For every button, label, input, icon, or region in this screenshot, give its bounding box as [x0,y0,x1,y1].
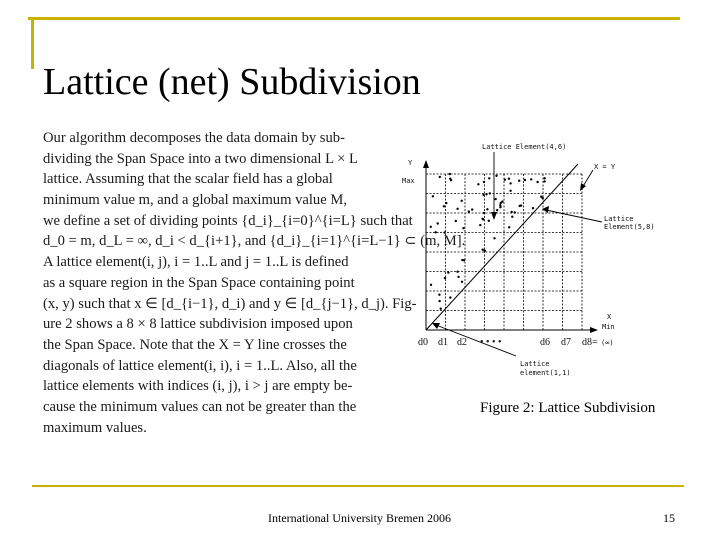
body-line: d_0 = m, d_L = ∞, d_i < d_{i+1}, and {d_i}_{i=1}^{i=L−1} ⊂ (m, M]. [43,233,466,250]
scatter-point [461,200,463,202]
lattice-figure [396,138,668,423]
page-number: 15 [663,511,675,525]
scatter-point [486,208,488,210]
scatter-point [457,276,459,278]
scatter-point [461,281,463,283]
x-min-label: Min [602,323,615,331]
scatter-point [488,177,490,179]
scatter-point [479,224,481,226]
slide-title: Lattice (net) Subdivision [43,61,421,103]
scatter-point [443,205,445,207]
scatter-point [443,231,445,233]
footer-text: International University Bremen 2006 [268,511,451,525]
bottom-element-label-1: Lattice [520,360,550,368]
scatter-point [544,177,546,179]
scatter-point [511,211,513,213]
ellipsis-dots: • • • • [480,337,502,348]
body-line: (x, y) such that x ∈ [d_{i−1}, d_i) and y ∈ [d_{j−1}, d_j). Fig- [43,295,417,312]
scatter-point [530,178,532,180]
scatter-point [432,195,434,197]
dividing-point-label: d0 [418,337,428,348]
dividing-point-label: d8= [582,337,598,348]
body-line: A lattice element(i, j), i = 1..L and j = 1..L is defined [43,254,349,271]
scatter-point [496,209,498,211]
scatter-point [482,194,484,196]
scatter-point [519,205,521,207]
scatter-point [501,200,503,202]
scatter-point [438,294,440,296]
scatter-point [444,277,446,279]
scatter-point [456,271,458,273]
frame-left-bar [31,17,34,69]
bottom-element-label-2: element(1,1) [520,369,571,377]
body-line: maximum values. [43,419,147,436]
top-element-arrowhead [491,212,497,220]
scatter-point [449,296,451,298]
dividing-point-label: d1 [438,337,448,348]
scatter-point [447,271,449,273]
lattice-grid [426,174,582,330]
scatter-point [489,192,491,194]
body-line: dividing the Span Space into a two dimensional L × L [43,150,358,167]
scatter-point [456,208,458,210]
scatter-point [483,212,485,214]
scatter-point [462,227,464,229]
scatter-point [511,216,513,218]
scatter-point [494,198,496,200]
scatter-point [540,196,542,198]
body-line: as a square region in the Span Space containing point [43,274,355,291]
scatter-point [440,308,442,310]
scatter-point [509,190,511,192]
scatter-point [532,207,534,209]
xy-arrowhead [580,183,586,191]
scatter-point [536,181,538,183]
scatter-point [524,179,526,181]
scatter-point [543,180,545,182]
scatter-point [449,173,451,175]
scatter-point [449,178,451,180]
y-axis-arrow [423,160,429,168]
body-line: minimum value m, and a global maximum value M, [43,192,347,209]
scatter-point [483,181,485,183]
xy-diagonal-line [426,164,578,330]
body-line: lattice. Assuming that the scalar field has a global [43,171,333,188]
scatter-point [518,180,520,182]
scatter-point [439,176,441,178]
scatter-point [477,183,479,185]
scatter-point [508,178,510,180]
scatter-point [481,218,483,220]
scatter-point [435,231,437,233]
figure-caption: Figure 2: Lattice Subdivision [480,400,656,416]
scatter-point [430,226,432,228]
body-line: diagonals of lattice element(i, i), i = 1..L. Also, all the [43,357,357,374]
body-line: cause the minimum values can not be greater than the [43,398,357,415]
y-axis-label: Y [408,159,413,167]
scatter-point [468,210,470,212]
frame-top-bar [28,17,680,20]
body-line: the Span Space. Note that the X = Y line crosses the [43,336,347,353]
xy-line-label: X = Y [594,163,616,171]
scatter-point [471,208,473,210]
scatter-point [430,284,432,286]
body-line: ure 2 shows a 8 × 8 lattice subdivision imposed upon [43,316,353,333]
x-axis-label: X [607,313,612,321]
top-element-label: Lattice Element(4,6) [482,143,567,151]
footer-divider [32,485,684,487]
scatter-point [438,300,440,302]
scatter-point [484,250,486,252]
scatter-point [495,175,497,177]
right-element-label-1: Lattice [604,215,634,223]
y-max-label: Max [402,177,415,185]
scatter-point [461,259,463,261]
scatter-point [499,206,501,208]
dividing-point-label: d7 [561,337,571,348]
scatter-point [485,193,487,195]
scatter-point [437,222,439,224]
dividing-point-label: d6 [540,337,550,348]
right-element-arrow [546,210,602,222]
body-line: we define a set of dividing points {d_i}_{i=0}^{i=L} such that [43,212,413,229]
scatter-point [455,220,457,222]
scatter-point [508,226,510,228]
right-element-label-2: Element(5,8) [604,223,655,231]
infinity-label: (∞) [601,339,614,347]
scatter-point [488,220,490,222]
x-axis-arrow [590,327,598,333]
body-line: lattice elements with indices (i, j), i > j are empty be- [43,378,353,395]
scatter-point [509,182,511,184]
scatter-point [504,179,506,181]
scatter-point [445,202,447,204]
body-line: Our algorithm decomposes the data domain by sub- [43,130,345,146]
scatter-point [493,237,495,239]
scatter-point [514,211,516,213]
scatter-point [482,249,484,251]
dividing-point-label: d2 [457,337,467,348]
